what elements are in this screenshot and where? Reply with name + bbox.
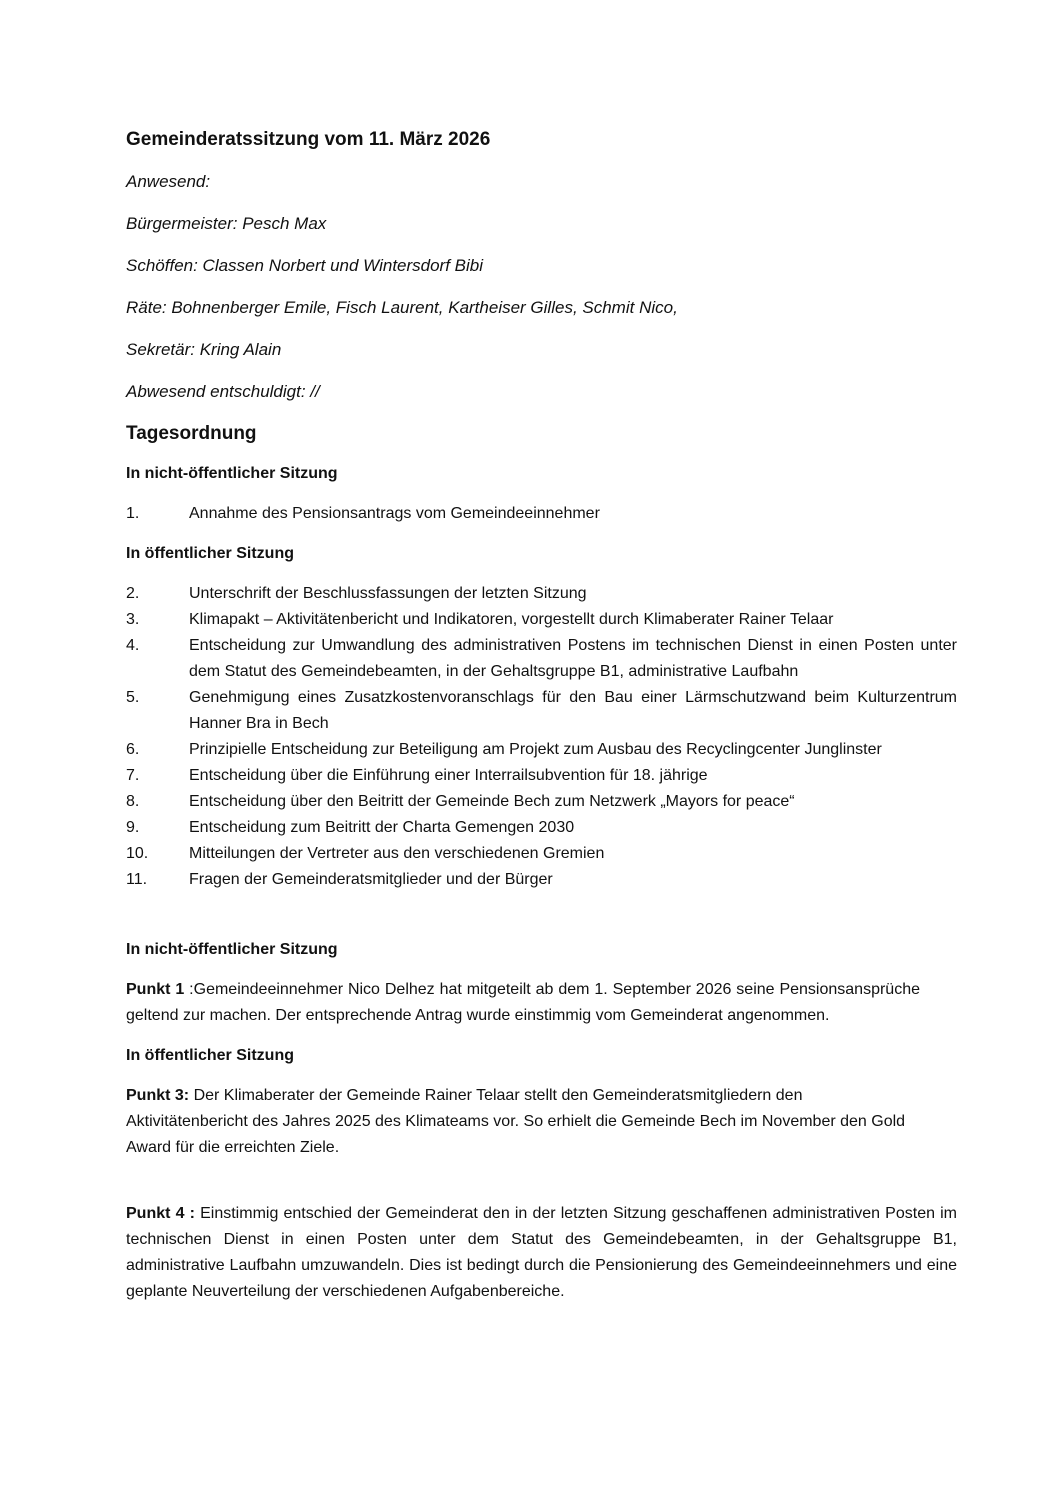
attendance-aldermen: Schöffen: Classen Norbert und Wintersdorf Bibi [126, 256, 484, 275]
minutes-closed-heading: In nicht-öffentlicher Sitzung [126, 941, 338, 958]
agenda-item-number: 1. [126, 505, 140, 522]
vertical-spacer [126, 1175, 957, 1201]
minutes-point-3 [126, 1083, 920, 1161]
minutes-public-heading: In öffentlicher Sitzung [126, 1047, 294, 1064]
agenda-item-number: 7. [126, 767, 140, 784]
agenda-item-number: 6. [126, 741, 140, 758]
point-1-text: :Gemeindeeinnehmer Nico Delhez hat mitgeteilt ab dem 1. September 2026 seine Pensionsansprüche geltend zur machen. Der entsprechende Antrag wurde einstimmig vom Gemeinderat angenommen. [126, 981, 921, 1024]
agenda-closed-list [126, 501, 957, 527]
attendance-mayor: Bürgermeister: Pesch Max [126, 214, 327, 233]
agenda-item-number: 5. [126, 689, 140, 706]
minutes-point-1 [126, 977, 920, 1029]
agenda-item-text: Mitteilungen der Vertreter aus den verschiedenen Gremien [189, 845, 605, 862]
agenda-item [126, 737, 957, 763]
agenda-item-text: Annahme des Pensionsantrags vom Gemeindeeinnehmer [189, 505, 600, 522]
agenda-item [126, 501, 957, 527]
point-4-label: Punkt 4 : [126, 1205, 195, 1222]
attendance-absent: Abwesend entschuldigt: // [126, 382, 320, 401]
agenda-item [126, 815, 957, 841]
agenda-item-number: 11. [126, 871, 148, 888]
agenda-item [126, 763, 957, 789]
agenda-item [126, 581, 957, 607]
attendance-councillors: Räte: Bohnenberger Emile, Fisch Laurent, Kartheiser Gilles, Schmit Nico, [126, 298, 678, 317]
agenda-item-number: 3. [126, 611, 140, 628]
agenda-item-text: Entscheidung über die Einführung einer Interrailsubvention für 18. jährige [189, 767, 708, 784]
agenda-item-text: Unterschrift der Beschlussfassungen der letzten Sitzung [189, 585, 587, 602]
attendance-secretary: Sekretär: Kring Alain [126, 340, 282, 359]
attendance-present-label: Anwesend: [126, 172, 211, 191]
agenda-item-text: Klimapakt – Aktivitätenbericht und Indikatoren, vorgestellt durch Klimaberater Rainer Telaar [189, 611, 834, 628]
agenda-item-number: 2. [126, 585, 140, 602]
vertical-spacer [126, 907, 957, 937]
agenda-item-text: Genehmigung eines Zusatzkostenvoranschlags für den Bau einer Lärmschutzwand beim Kulturzentrum Hanner Bra in Bech [189, 689, 957, 732]
agenda-item-text: Entscheidung zur Umwandlung des administrativen Postens im technischen Dienst in einen Posten unter dem Statut des Gemeindebeamten, in der Gehaltsgruppe B1, administrative Laufbahn [189, 637, 957, 680]
agenda-item-text: Entscheidung zum Beitritt der Charta Gemengen 2030 [189, 819, 575, 836]
point-1-label: Punkt 1 [126, 981, 185, 998]
point-4-text: Einstimmig entschied der Gemeinderat den in der letzten Sitzung geschaffenen administrativen Posten im technischen Dienst in einen Posten unter dem Statut des Gemeindebeamten, in der Gehaltsgruppe B1, administrative Laufbahn umzuwandeln. Dies ist bedingt durch die Pensionierung des Gemeindeeinnehmers und eine geplante Neuverteilung der verschiedenen Aufgabenbereiche. [126, 1205, 958, 1300]
agenda-public-list [126, 581, 957, 893]
agenda-item-text: Entscheidung über den Beitritt der Gemeinde Bech zum Netzwerk „Mayors for peace“ [189, 793, 795, 810]
agenda-item-text: Prinzipielle Entscheidung zur Beteiligung am Projekt zum Ausbau des Recyclingcenter Junglinster [189, 741, 882, 758]
agenda-closed-heading: In nicht-öffentlicher Sitzung [126, 465, 338, 482]
agenda-item-text: Fragen der Gemeinderatsmitglieder und der Bürger [189, 871, 553, 888]
document-page [126, 127, 957, 1319]
agenda-item [126, 685, 957, 737]
agenda-item-number: 8. [126, 793, 140, 810]
agenda-public-heading: In öffentlicher Sitzung [126, 545, 294, 562]
agenda-item [126, 607, 957, 633]
agenda-item [126, 841, 957, 867]
agenda-item-number: 10. [126, 845, 149, 862]
agenda-heading: Tagesordnung [126, 423, 257, 444]
agenda-item [126, 867, 957, 893]
agenda-item-number: 9. [126, 819, 140, 836]
agenda-item [126, 789, 957, 815]
document-title: Gemeinderatssitzung vom 11. März 2026 [126, 129, 491, 150]
point-3-text: Der Klimaberater der Gemeinde Rainer Telaar stellt den Gemeinderatsmitgliedern den Aktivitätenbericht des Jahres 2025 des Klimateams vor. So erhielt die Gemeinde Bech im November den Gold Award für die erreichten Ziele. [126, 1087, 906, 1156]
point-3-label: Punkt 3: [126, 1087, 190, 1104]
minutes-point-4 [126, 1201, 957, 1305]
agenda-item [126, 633, 957, 685]
agenda-item-number: 4. [126, 637, 140, 654]
